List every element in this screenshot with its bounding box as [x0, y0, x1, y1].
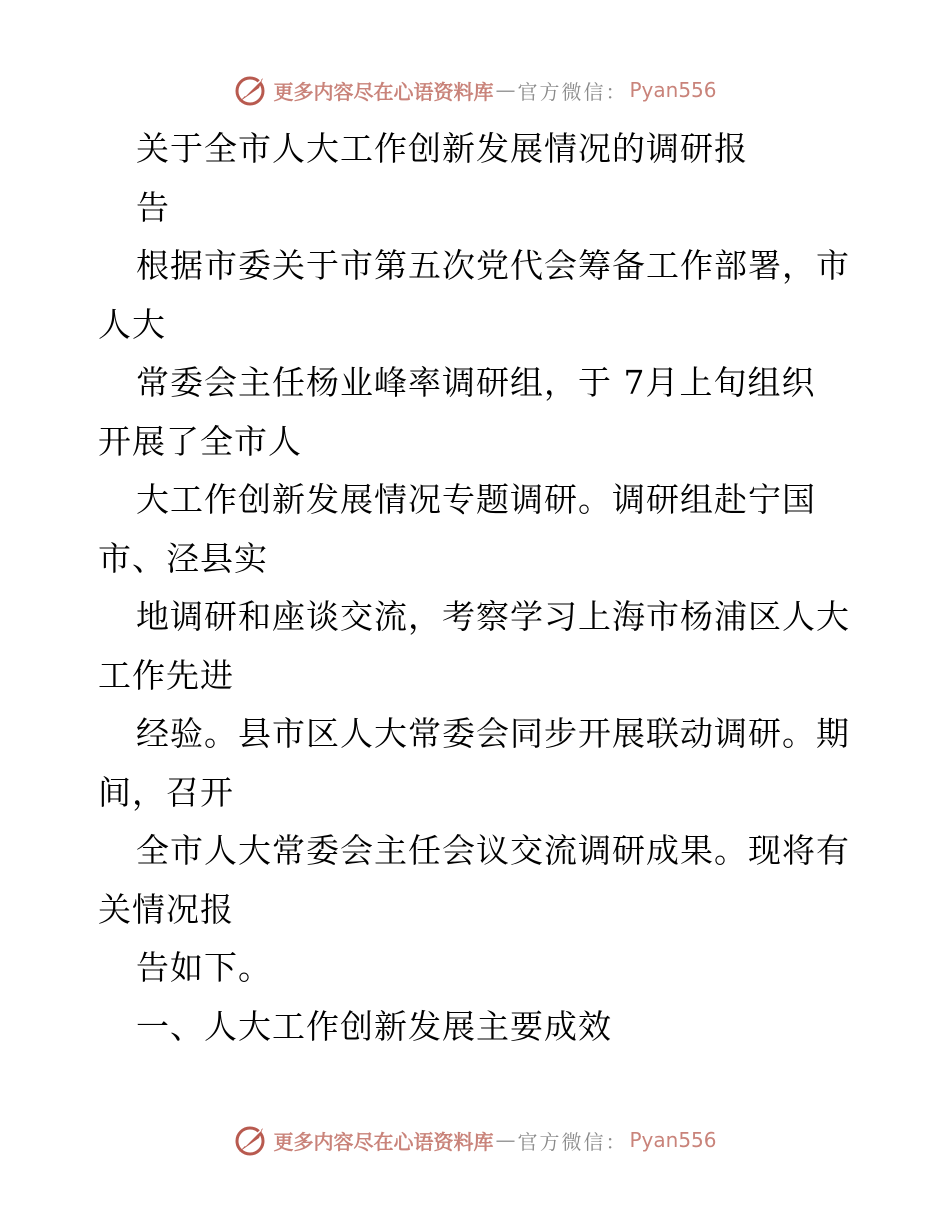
paragraph-line: 常委会主任杨业峰率调研组，于 7月上旬组织 — [136, 363, 816, 402]
paragraph-line: 大工作创新发展情况专题调研。调研组赴宁国 — [136, 480, 816, 519]
paragraph-line: 根据市委关于市第五次党代会筹备工作部署，市 — [136, 246, 850, 285]
document-title-line-2: 告 — [136, 187, 170, 227]
paragraph-line: 间，召开 — [98, 772, 234, 812]
watermark-dash: — — [495, 78, 516, 102]
header-watermark — [0, 70, 950, 110]
paragraph-line: 市、泾县实 — [98, 538, 268, 578]
quill-logo-icon — [233, 72, 269, 108]
quill-logo-icon — [233, 1122, 269, 1158]
paragraph-line: 开展了全市人 — [98, 421, 302, 461]
paragraph-line: 关情况报 — [98, 889, 234, 929]
section-heading: 一、人大工作创新发展主要成效 — [136, 1006, 612, 1046]
watermark-official-label: 官方微信： — [517, 1129, 628, 1154]
watermark-wechat-id: Pyan556 — [629, 1128, 717, 1152]
watermark-wechat-id: Pyan556 — [629, 78, 717, 102]
paragraph-line: 人大 — [98, 304, 166, 344]
watermark-site-text: 更多内容尽在心语资料库 — [273, 1129, 494, 1154]
document-title-line-1: 关于全市人大工作创新发展情况的调研报 — [136, 129, 748, 168]
document-body — [98, 120, 858, 1056]
watermark-official-label: 官方微信： — [517, 79, 628, 104]
paragraph-line: 工作先进 — [98, 655, 234, 695]
watermark-site-text: 更多内容尽在心语资料库 — [273, 79, 494, 104]
paragraph-line: 地调研和座谈交流，考察学习上海市杨浦区人大 — [136, 597, 850, 636]
paragraph-line: 告如下。 — [136, 948, 272, 987]
paragraph-line: 经验。县市区人大常委会同步开展联动调研。期 — [136, 714, 850, 753]
footer-watermark — [0, 1120, 950, 1160]
watermark-dash: — — [495, 1128, 516, 1152]
paragraph-line: 全市人大常委会主任会议交流调研成果。现将有 — [136, 831, 850, 870]
